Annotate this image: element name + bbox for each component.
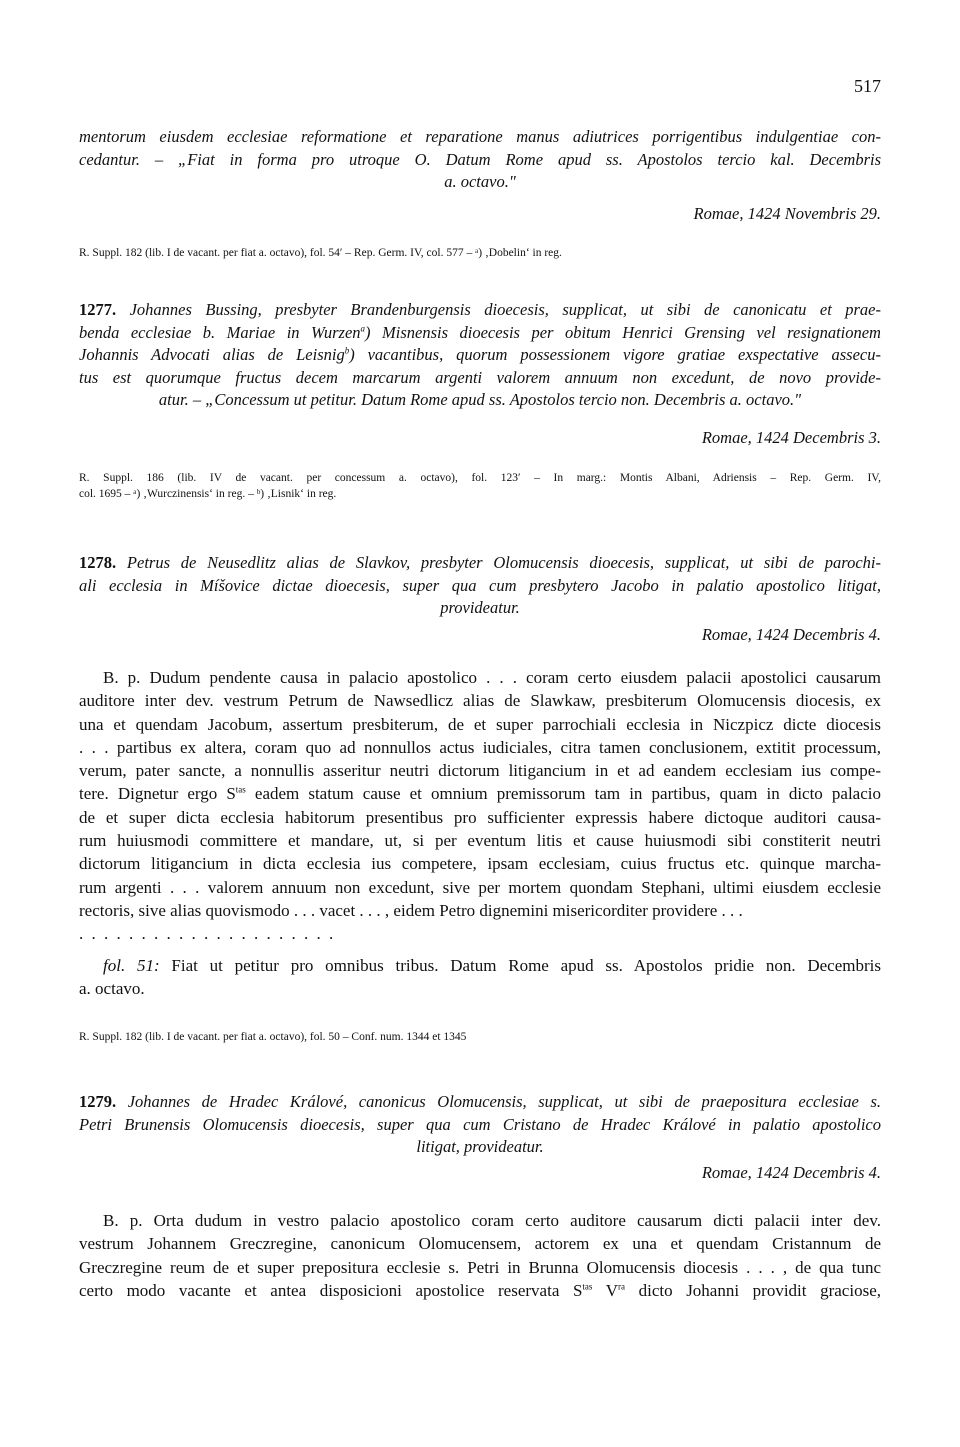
- entry-1277-note-line-1: R. Suppl. 186 (lib. IV de vacant. per concessum a. octavo), fol. 123′ – In marg.: Montis Albani, Adriensis – Rep. Germ. IV,: [79, 472, 881, 484]
- entry-1278-body-line-3: una et quendam Jacobum, assertum presbiterum, de et super parrochiali ecclesia in Niczpicz dicte diocesis: [79, 714, 881, 734]
- entry-1279-body-line-4b: dicto Johanni providit graciose,: [625, 1280, 881, 1300]
- footnote-marker-b: b: [344, 345, 350, 356]
- superscript-tas: tas: [582, 1281, 593, 1292]
- intro-paragraph: [79, 126, 881, 194]
- entry-1279-line-2: Petri Brunensis Olomucensis dioecesis, super qua cum Cristano de Hradec Králové in palatio apostolico: [79, 1114, 881, 1134]
- footnote-marker-a: a: [360, 323, 366, 334]
- entry-1277-line-1: Johannes Bussing, presbyter Brandenburgensis dioecesis, supplicat, ut sibi de canonicatu et prae-: [129, 300, 882, 319]
- entry-1277-number: 1277.: [79, 300, 117, 319]
- entry-1279-number: 1279.: [79, 1092, 117, 1111]
- intro-line-3: a. octavo.": [444, 172, 516, 192]
- entry-1279-body-line-3: Greczregine reum de et super prepositura ecclesie s. Petri in Brunna Olomucensis diocesis . . . , de qua tunc: [79, 1257, 881, 1277]
- entry-1278-note: R. Suppl. 182 (lib. I de vacant. per fiat a. octavo), fol. 50 – Conf. num. 1344 et 1345: [79, 1031, 467, 1043]
- entry-1278-fol-text-1: Fiat ut petitur pro omnibus tribus. Datum Rome apud ss. Apostolos pridie non. Decembris: [159, 955, 882, 975]
- entry-1278-line-2: ali ecclesia in Míšovice dictae dioecesis, super qua cum presbytero Jacobo in palatio apostolico litigat,: [79, 575, 881, 595]
- page-number: 517: [854, 76, 881, 96]
- entry-1279-body-line-4a: certo modo vacante et antea disposicioni apostolice reservata S: [79, 1280, 583, 1300]
- entry-1279-line-3: litigat, provideatur.: [416, 1137, 544, 1157]
- entry-1278-body-line-6: [79, 782, 881, 805]
- entry-1278-body-line-6b: eadem statum cause et omnium premissorum tam in partibus, quam in dicto palacio: [245, 784, 881, 804]
- entry-1278-regest: [79, 552, 881, 620]
- intro-note: R. Suppl. 182 (lib. I de vacant. per fiat a. octavo), fol. 54′ – Rep. Germ. IV, col. 577 – ᵃ) ‚Dobelin‘ in reg.: [79, 247, 562, 259]
- entry-1278-body-line-8: rum huiusmodi committere et mandare, ut, si per eventum litis et cause huiusmodi sibi constiterit neutri: [79, 831, 881, 851]
- intro-line-2: cedantur. – „Fiat in forma pro utroque O. Datum Rome apud ss. Apostolos tercio kal. Decembris: [79, 149, 881, 169]
- entry-1278-body-line-2: auditore inter dev. vestrum Petrum de Nawsedlicz alias de Slawkaw, presbiterum Olomucensis diocesis, ex: [79, 691, 881, 711]
- entry-1278-body-line-1: B. p. Dudum pendente causa in palacio apostolico . . . coram certo eiusdem palacii apostolici causarum: [103, 668, 881, 687]
- entry-1279-body-line-1: B. p. Orta dudum in vestro palacio apostolico coram certo auditore causarum dicti palacii inter dev.: [103, 1211, 881, 1230]
- intro-date: Romae, 1424 Novembris 29.: [693, 204, 881, 223]
- entry-1277-note-line-2: col. 1695 – ᵃ) ‚Wurczinensis‘ in reg. – ᵇ) ‚Lisnik‘ in reg.: [79, 488, 337, 500]
- entry-1277-line-3a: Johannis Advocati alias de Leisnig: [79, 345, 345, 365]
- entry-1278-body-line-6a: tere. Dignetur ergo S: [79, 784, 236, 804]
- superscript-tas: tas: [235, 784, 246, 795]
- entry-1278-body-line-4: . . . partibus ex altera, coram quo ad nonnullos actus iudiciales, citra tamen conclusionem, extitit processum,: [79, 737, 881, 757]
- entry-1278-body-line-9: dictorum litigancium in dicta ecclesia ius competere, ipsam ecclesiam, cuius fructus etc. quinque marcha-: [79, 854, 881, 874]
- entry-1278-number: 1278.: [79, 553, 117, 572]
- entry-1277-regest: [79, 299, 881, 412]
- entry-1278-body-line-10: rum argenti . . . valorem annuum non excedunt, sive per mortem quondam Stephani, ultimi eiusdem ecclesie: [79, 877, 881, 897]
- entry-1279-line-1: Johannes de Hradec Králové, canonicus Olomucensis, supplicat, ut sibi de praepositura ecclesiae s.: [127, 1092, 881, 1111]
- entry-1278-line-3: provideatur.: [440, 598, 520, 618]
- entry-1277-line-4: tus est quorumque fructus decem marcarum argenti valorem annuum non excedunt, de novo provide-: [79, 367, 881, 387]
- entry-1278-body-line-5: verum, pater sancte, a nonnullis asseritur neutri dictorum litigancium in et ad eandem ecclesiam ius compe-: [79, 761, 881, 781]
- entry-1278-fol-label: fol. 51:: [103, 955, 160, 975]
- entry-1279-body: [79, 1209, 881, 1302]
- entry-1277-line-5: atur. – „Concessum ut petitur. Datum Rome apud ss. Apostolos tercio non. Decembris a. octavo.": [158, 390, 802, 410]
- entry-1279-date: Romae, 1424 Decembris 4.: [701, 1163, 881, 1182]
- entry-1278-line-1: Petrus de Neusedlitz alias de Slavkov, presbyter Olomucensis dioecesis, supplicat, ut sibi de parochi-: [126, 553, 882, 572]
- entry-1277-note: [79, 470, 881, 502]
- entry-1277-date: Romae, 1424 Decembris 3.: [701, 428, 881, 447]
- entry-1278-body-line-7: de et super dicta ecclesia habitorum presentibus pro sufficienter expressis habere dictoque auditori causa-: [79, 807, 881, 827]
- entry-1279-body-line-2: vestrum Johannem Greczregine, canonicum Olomucensem, actorem ex una et quendam Cristannum de: [79, 1234, 881, 1254]
- superscript-ra: ra: [618, 1281, 625, 1292]
- entry-1279-body-line-4: [79, 1279, 881, 1302]
- entry-1279-body-line-4-mid: V: [592, 1280, 618, 1300]
- intro-line-1: mentorum eiusdem ecclesiae reformatione et reparatione manus adiutrices porrigentibus indulgentiae con-: [79, 127, 881, 146]
- entry-1277-line-2a: benda ecclesiae b. Mariae in Wurzen: [79, 322, 361, 342]
- entry-1277-line-2b: ) Misnensis dioecesis per obitum Henrici Grensing vel resignationem: [365, 322, 881, 342]
- entry-1278-fol-text-2: a. octavo.: [79, 978, 145, 998]
- entry-1277-line-3b: ) vacantibus, quorum possessionem vigore gratiae exspectative assecu-: [349, 345, 881, 365]
- entry-1279-regest: [79, 1091, 881, 1159]
- entry-1278-body: [79, 666, 881, 1000]
- entry-1278-body-line-11: rectoris, sive alias quovismodo . . . vacet . . . , eidem Petro dignemini misericorditer providere . . .: [79, 900, 743, 920]
- entry-1278-date: Romae, 1424 Decembris 4.: [701, 625, 881, 644]
- entry-1278-omission-dots: . . . . . . . . . . . . . . . . . . . . .: [79, 924, 336, 944]
